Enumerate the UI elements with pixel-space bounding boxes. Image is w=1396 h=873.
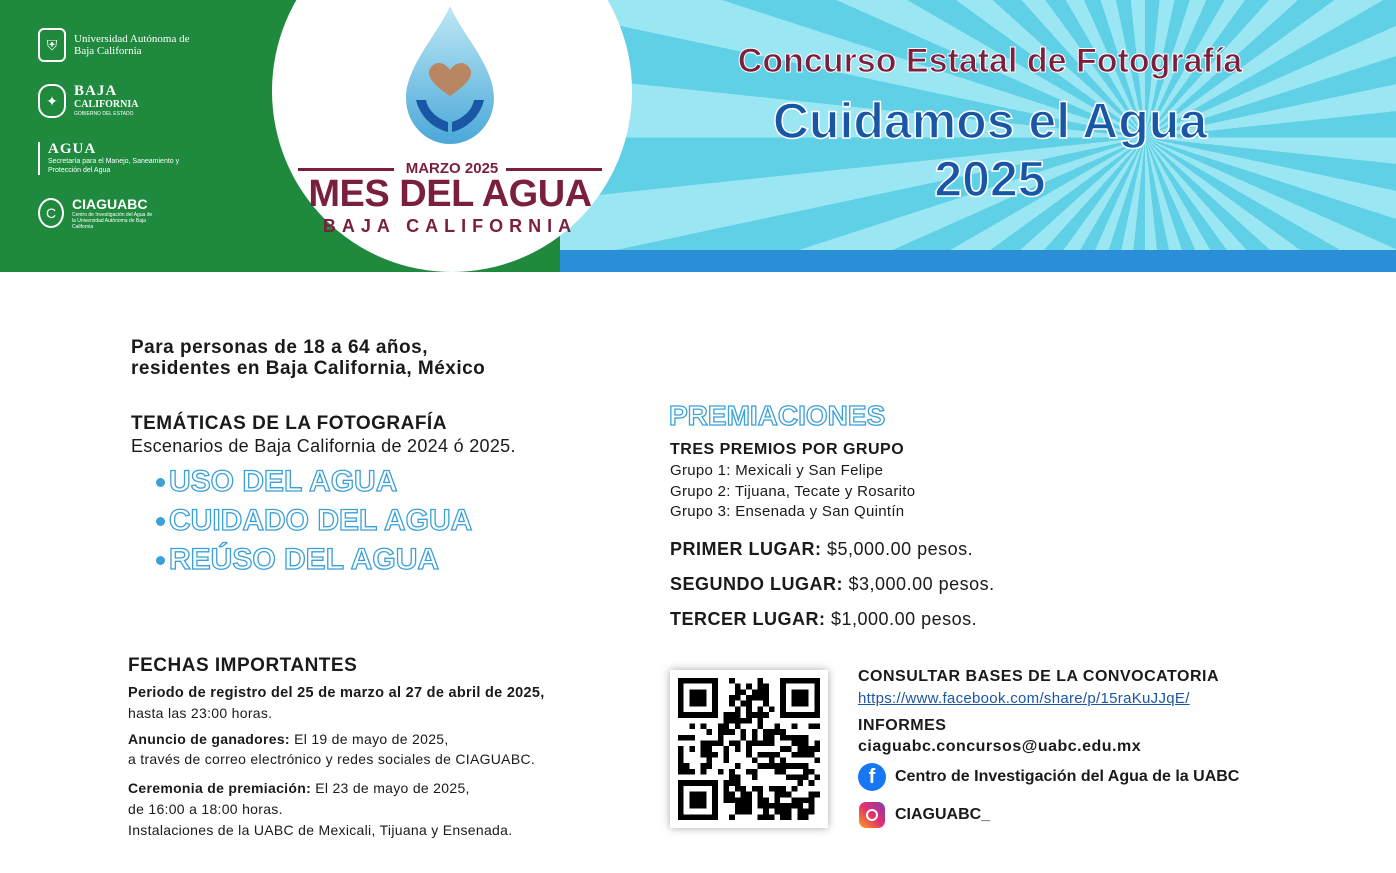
badge-date: MARZO 2025 — [405, 160, 499, 177]
instagram-icon — [859, 802, 885, 828]
topic-item — [156, 543, 439, 577]
agua-logo-title: AGUA — [48, 141, 97, 157]
group-line: Grupo 3: Ensenada y San Quintín — [670, 503, 905, 520]
ceremonia-hora: de 16:00 a 18:00 horas. — [128, 801, 283, 817]
prize-third — [670, 609, 977, 630]
anuncio-label: Anuncio de ganadores: — [128, 731, 290, 747]
topic-item — [156, 504, 472, 538]
registro-line: Periodo de registro del 25 de marzo al 27 de abril de 2025, — [128, 685, 545, 701]
tematicas-subtitle: Escenarios de Baja California de 2024 ó 2025. — [131, 436, 516, 456]
water-drop-hands-icon — [402, 4, 498, 146]
group-line: Grupo 2: Tijuana, Tecate y Rosarito — [670, 483, 916, 500]
registro-hora: hasta las 23:00 horas. — [128, 705, 273, 721]
audience-text — [131, 337, 485, 379]
prize-label: TERCER LUGAR: — [670, 609, 826, 629]
ceremonia-label: Ceremonia de premiación: — [128, 780, 312, 796]
badge-rule-left — [298, 168, 394, 171]
baja-california-logo — [38, 84, 138, 118]
badge-title: MES DEL AGUA — [308, 173, 592, 215]
bases-link[interactable]: https://www.facebook.com/share/p/15raKuJJqE/ — [858, 690, 1190, 707]
facebook-icon: f — [858, 763, 886, 791]
header-banner — [0, 0, 1396, 272]
instagram-label: CIAGUABC_ — [895, 806, 991, 823]
baja-logo-small: GOBIERNO DEL ESTADO — [74, 111, 134, 117]
audience-line-2: residentes en Baja California, México — [131, 358, 486, 379]
group-line: Grupo 1: Mexicali y San Felipe — [670, 462, 884, 479]
anuncio-line — [128, 731, 449, 747]
ceremonia-lugar: Instalaciones de la UABC de Mexicali, Tijuana y Ensenada. — [128, 822, 513, 838]
facebook-label: Centro de Investigación del Agua de la UABC — [895, 768, 1240, 785]
topic-label: REÚSO DEL AGUA — [169, 543, 440, 576]
topic-item — [156, 465, 397, 499]
contact-email[interactable]: ciaguabc.concursos@uabc.edu.mx — [858, 738, 1142, 755]
bullet-icon — [156, 478, 165, 487]
prize-label: SEGUNDO LUGAR: — [670, 574, 843, 594]
blue-band — [560, 250, 1396, 272]
baja-logo-title: BAJA — [74, 83, 118, 99]
bullet-icon — [156, 517, 165, 526]
prize-second — [670, 574, 995, 595]
prize-amount: $1,000.00 pesos. — [831, 609, 978, 629]
baja-seal-icon: ✦ — [38, 84, 66, 118]
agua-logo-sub: Secretaría para el Manejo, Saneamiento y Protección del Agua — [48, 158, 180, 174]
agua-logo — [38, 142, 208, 175]
fechas-heading: FECHAS IMPORTANTES — [128, 655, 358, 676]
ceremonia-fecha: El 23 de mayo de 2025, — [315, 780, 470, 796]
uabc-logo-text: Universidad Autónoma de Baja California — [74, 33, 190, 57]
ciaguabc-drop-icon: C — [38, 198, 64, 228]
anuncio-fecha: El 19 de mayo de 2025, — [294, 731, 449, 747]
baja-logo-sub: CALIFORNIA — [74, 99, 139, 110]
tematicas-heading: TEMÁTICAS DE LA FOTOGRAFÍA — [131, 413, 447, 434]
qr-code-graphic — [678, 678, 820, 820]
badge-state: BAJA CALIFORNIA — [322, 216, 578, 236]
uabc-logo — [38, 28, 194, 62]
ciaguabc-logo-sub: Centro de Investigación del Agua de la Universidad Autónoma de Baja California — [72, 212, 153, 230]
contest-title: Concurso Estatal de Fotografía — [737, 42, 1243, 80]
contest-subtitle: Cuidamos el Agua — [772, 93, 1208, 149]
qr-code-icon[interactable] — [670, 670, 828, 828]
uabc-shield-icon: ⛨ — [38, 28, 66, 62]
ciaguabc-logo-title: CIAGUABC — [72, 196, 148, 212]
bases-heading: CONSULTAR BASES DE LA CONVOCATORIA — [858, 668, 1220, 685]
audience-line-1: Para personas de 18 a 64 años, — [131, 337, 428, 358]
informes-heading: INFORMES — [858, 717, 947, 734]
badge-rule-right — [506, 168, 602, 171]
prize-label: PRIMER LUGAR: — [670, 539, 822, 559]
facebook-link[interactable] — [858, 763, 1239, 791]
contest-year: 2025 — [934, 151, 1046, 207]
prize-amount: $3,000.00 pesos. — [848, 574, 995, 594]
anuncio-detalle: a través de correo electrónico y redes sociales de CIAGUABC. — [128, 751, 536, 767]
instagram-link[interactable] — [858, 802, 990, 828]
premiaciones-heading: PREMIACIONES — [669, 400, 886, 431]
premiaciones-subheading: TRES PREMIOS POR GRUPO — [670, 441, 905, 458]
prize-first — [670, 539, 973, 560]
bullet-icon — [156, 556, 165, 565]
topic-label: CUIDADO DEL AGUA — [169, 504, 473, 537]
ceremonia-line — [128, 780, 470, 796]
prize-amount: $5,000.00 pesos. — [827, 539, 974, 559]
ciaguabc-logo — [38, 196, 154, 230]
topic-label: USO DEL AGUA — [169, 465, 398, 498]
